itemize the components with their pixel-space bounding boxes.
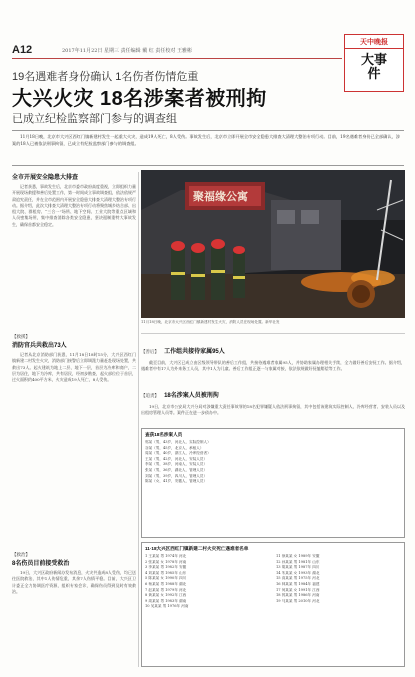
section-accountability <box>141 382 405 417</box>
table-row: 14 朱某某 女 1993年 湖北 <box>276 570 320 575</box>
page-header <box>12 44 342 59</box>
section-treatment <box>12 552 136 595</box>
victims-table <box>141 542 405 667</box>
lead-paragraph: 11月18日晚，北京市大兴区西红门镇新建村发生一起重大火灾，造成19人死亡，8人受伤。事故发生后，北京市立即开展全市安全隐患大排查大清理大整治专项行动。目前，19名遇难者身份已全部确认，涉案的18人已被依法刑事拘留，已成立有纪检监察部门参与的调查组。 <box>12 134 400 146</box>
photo-sign-text: 聚福缘公寓 <box>193 190 248 203</box>
section-title: 工作组共接待家属95人 <box>164 349 225 355</box>
section-title: 消防官兵共救出73人 <box>12 343 67 349</box>
page-number: A12 <box>12 44 33 56</box>
table-row: 13 胡某某 男 1987年 四川 <box>276 565 320 570</box>
table-row: 15 高某某 男 1975年 河北 <box>276 576 320 581</box>
photo-illustration <box>141 170 405 318</box>
section-tag: 【善后】 <box>141 350 159 355</box>
table-row: 郭某（男，43岁，河北人，实际控制人） <box>145 440 211 444</box>
table-row: 3 李某某 男 1982年 安徽 <box>145 565 187 570</box>
lead-paragraph-box <box>12 130 404 166</box>
section-title: 8名伤员目前接受救治 <box>12 561 70 567</box>
section-text: 截至目前，大兴区已成立由区级领导带队的善后工作组，共接待遇难者家属95人，并协助家属办理相关手续，全力做好善后安抚工作。据介绍，遇难者中有17人为外来务工人员，其中1人为儿童。善后工作组正逐一与家属对接，依法依规做好抚恤赔偿等工作。 <box>141 360 405 372</box>
table-row: 张某（男，36岁，湖北人，管理人员） <box>145 467 208 472</box>
suspects-table <box>141 428 405 538</box>
main-headline: 大兴火灾 18名涉案者被刑拘 <box>12 88 267 110</box>
table-row: 2 张某某 女 1978年 河南 <box>145 559 187 564</box>
logo-paper-name: 天中晚报 <box>345 35 403 49</box>
section-text: 19日，大兴区政府新闻办发布消息，火灾共造成8人受伤，均已送往医院救治，其中1人伤情危重，其余7人伤情平稳。目前，大兴区卫计委正全力协调医疗资源，组织专家会诊，确保伤员得到及时有效救治。 <box>12 570 136 594</box>
table-row: 王某（男，42岁，河北人，安装人员） <box>145 456 208 461</box>
section-tag: 【追责】 <box>141 394 159 399</box>
section-title: 18名涉案人员被刑拘 <box>164 393 219 399</box>
logo-column-text: 大事件 <box>360 52 387 81</box>
section-inspection <box>12 172 136 228</box>
photo-caption: 11月18日晚，北京市大兴区西红门镇新建村发生火灾，消防人员在现场处置。新华社发 <box>141 320 280 324</box>
table-row: 1 王某某 男 1974年 河北 <box>145 554 187 558</box>
sub-headline: 已成立纪检监察部门参与的调查组 <box>12 113 177 125</box>
header-meta: 2017年11月22日 星期三 责任编辑 戴 红 责任校对 王雅彬 <box>62 48 192 54</box>
column-divider <box>138 172 139 667</box>
section-text: 19日，北京市公安局大兴分局对涉嫌重大责任事故罪的18名犯罪嫌疑人依法刑事拘留，其中包括该建筑实际控制人、冷库经营者、安装人员以及出租房管理人员等。案件正在进一步侦办中。 <box>141 404 405 416</box>
table-row: 7 赵某某 男 1979年 河北 <box>145 587 187 592</box>
table-row: 陈某（女，41岁，安徽人，管理人员） <box>145 479 208 484</box>
section-tag: 【救援】 <box>12 335 30 340</box>
section-tag: 【救治】 <box>12 553 30 558</box>
table-row: 11 徐某某 女 1989年 安徽 <box>276 554 320 558</box>
table-row: 19 马某某 男 2010年 河北 <box>276 598 320 603</box>
column-logo <box>344 34 404 92</box>
victims-table-col-2 <box>276 554 401 610</box>
table-row: 4 刘某某 男 1985年 山东 <box>145 570 187 575</box>
section-text: 记者获悉，事故发生后，北京市委市政府高度重视，立即组织力量开展现场救援和善后处置工作，第一时间成立事故调查组，依法依规严肃追究责任，并在全市范围内开展安全隐患大排查大清理大整治专项行动。据介绍，此次大排查大清理大整治专项行动将聚焦城乡结合部、出租大院、群租房、“三合一”场所、地下空间、工业大院等重点区域和人员密集场所，集中排查消除各类安全隐患，坚决遏制重特大事故发生，确保首都安全稳定。 <box>12 184 136 227</box>
logo-column-name <box>345 53 403 81</box>
suspects-table-title: 查获18名涉案人员 <box>145 432 183 437</box>
table-row: 12 孙某某 男 1981年 山东 <box>276 559 320 564</box>
kicker-headline: 19名遇难者身份确认 1名伤者伤情危重 <box>12 71 199 83</box>
table-row: 9 周某某 男 1983年 湖南 <box>145 598 187 603</box>
table-row: 刘某（男，39岁，四川人，管理人员） <box>145 473 208 478</box>
table-row: 10 吴某某 男 1976年 河南 <box>145 604 189 609</box>
victims-table-col-1 <box>145 554 270 610</box>
victims-table-title: 11·18大兴区西红门镇新建二村火灾死亡遇难者名单 <box>145 546 249 551</box>
section-text: 记者从北京消防部门获悉，11月18日18时15分，大兴区西红门镇新建二村发生火灾，消防部门接警后立即调派力量赶赴现场处置，共救出73人。起火建筑为地上二层、地下一层，首层为冷库和商户，二层为居住，地下为冷库，共有居民，经初步勘查，起火部位位于首层，过火面积约400平方米，火灾造成19人死亡，8人受伤。 <box>12 352 136 383</box>
suspects-table-body <box>145 440 401 485</box>
fire-scene-photo <box>141 170 405 318</box>
section-rescue <box>12 334 136 383</box>
table-row: 5 陈某某 女 1990年 四川 <box>145 576 187 581</box>
table-row: 17 何某某 女 1991年 江西 <box>276 587 320 592</box>
divider <box>141 333 405 334</box>
table-row: 李某（男，38岁，河南人，安装人员） <box>145 462 208 467</box>
section-title: 全市开展安全隐患大排查 <box>12 175 79 181</box>
table-row: 6 杨某某 男 1988年 湖北 <box>145 581 187 586</box>
section-aftermath <box>141 338 405 373</box>
table-row: 16 林某某 男 1984年 福建 <box>276 581 320 586</box>
table-row: 8 黄某某 女 1992年 江西 <box>145 593 187 598</box>
table-row: 18 郭某某 男 1986年 河南 <box>276 593 320 598</box>
table-row: 谷某（男，45岁，北京人，承租人） <box>145 445 204 450</box>
table-row: 周某（男，40岁，浙江人，冷库经营者） <box>145 451 211 456</box>
